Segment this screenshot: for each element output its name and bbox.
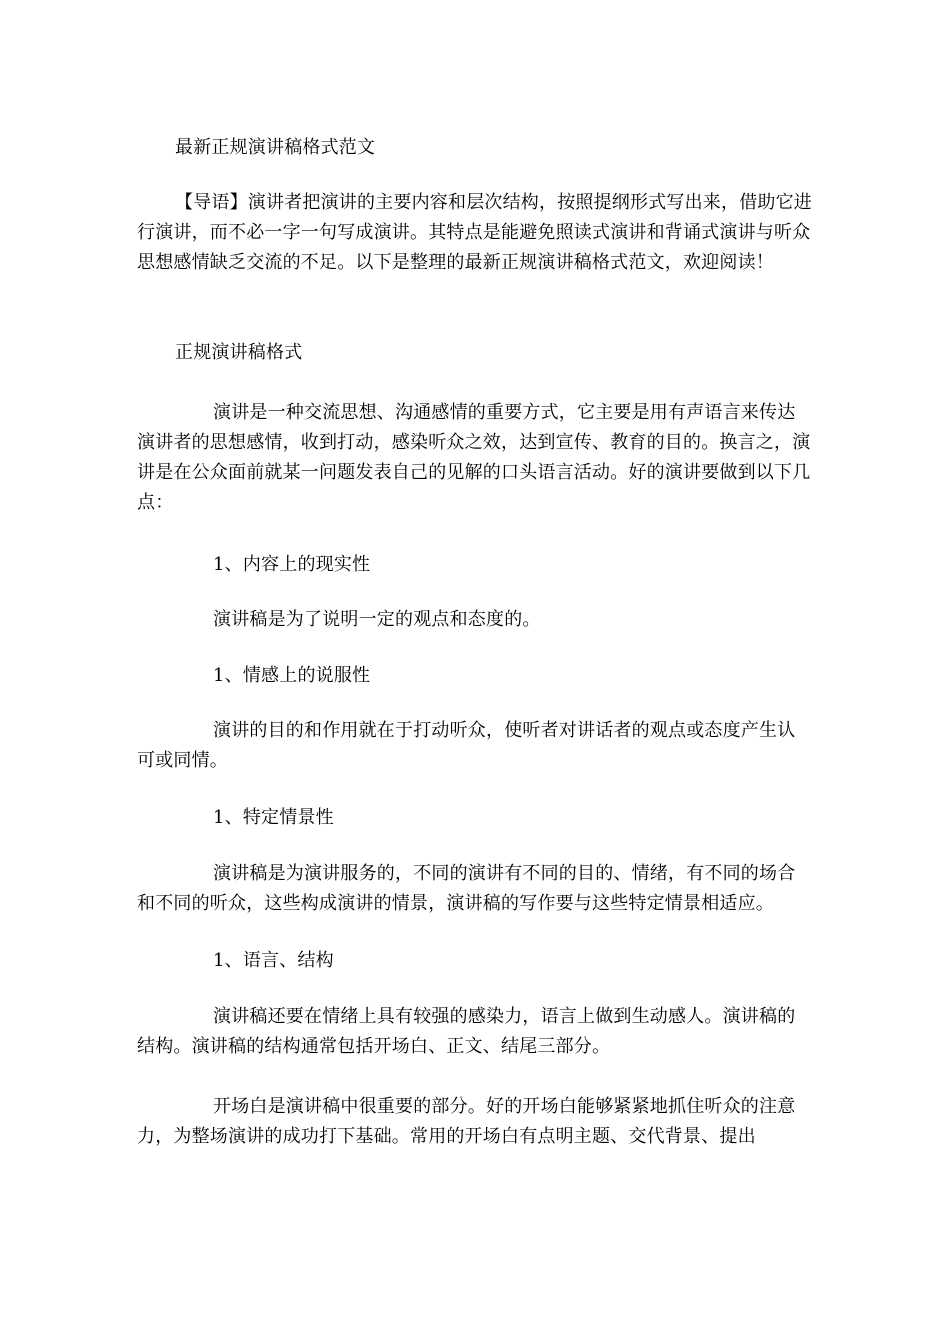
paragraph-intro: 【导语】演讲者把演讲的主要内容和层次结构，按照提纲形式写出来，借助它进行演讲，而不必一字一句写成演讲。其特点是能避免照读式演讲和背诵式演讲与听众思想感情缺乏交流的不足。以下是整理的最新正规演讲稿格式范文，欢迎阅读！ [137,192,812,273]
paragraph-reality: 演讲稿是为了说明一定的观点和态度的。 [213,609,541,630]
list-heading-persuasion: 1、情感上的说服性 [213,665,371,686]
section-heading: 正规演讲稿格式 [175,342,303,363]
list-heading-language: 1、语言、结构 [213,950,334,971]
paragraph-language: 演讲稿还要在情绪上具有较强的感染力，语言上做到生动感人。演讲稿的结构。演讲稿的结构通常包括开场白、正文、结尾三部分。 [137,1006,796,1057]
paragraph-opening: 开场白是演讲稿中很重要的部分。好的开场白能够紧紧地抓住听众的注意力，为整场演讲的成功打下基础。常用的开场白有点明主题、交代背景、提出 [137,1096,796,1147]
paragraph-persuasion: 演讲的目的和作用就在于打动听众，使听者对讲话者的观点或态度产生认可或同情。 [137,720,796,771]
list-heading-reality: 1、内容上的现实性 [213,554,371,575]
list-heading-situation: 1、特定情景性 [213,807,334,828]
paragraph-definition: 演讲是一种交流思想、沟通感情的重要方式，它主要是用有声语言来传达演讲者的思想感情，收到打动，感染听众之效，达到宣传、教育的目的。换言之，演讲是在公众面前就某一问题发表自己的见解的口头语言活动。好的演讲要做到以下几点： [137,402,811,513]
document-title: 最新正规演讲稿格式范文 [175,137,376,158]
paragraph-situation: 演讲稿是为演讲服务的，不同的演讲有不同的目的、情绪，有不同的场合和不同的听众，这些构成演讲的情景，演讲稿的写作要与这些特定情景相适应。 [137,863,796,914]
